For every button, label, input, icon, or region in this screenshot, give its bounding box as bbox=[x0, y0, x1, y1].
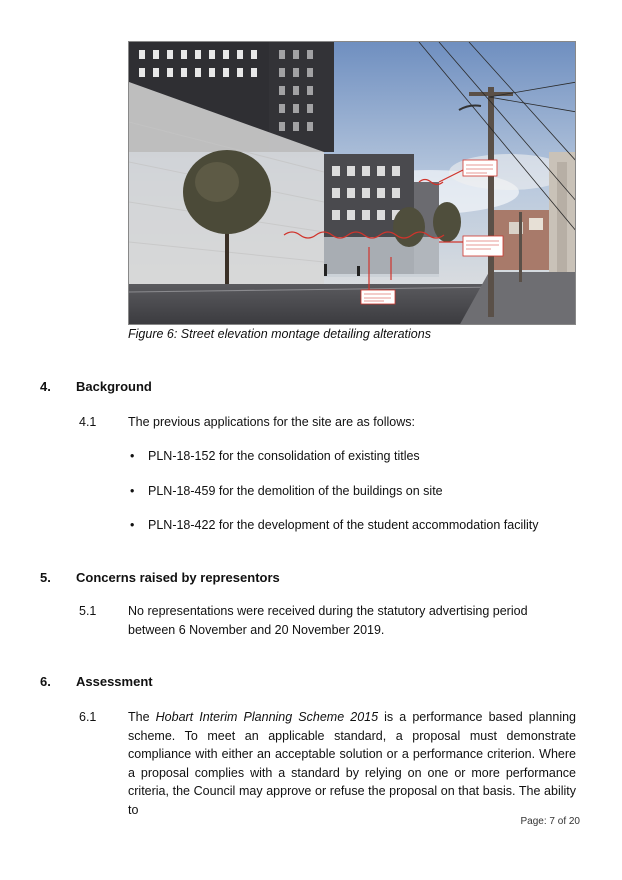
bullet-item bbox=[130, 484, 443, 498]
bullet-item bbox=[130, 449, 420, 463]
scheme-name: Hobart Interim Planning Scheme 2015 bbox=[155, 710, 379, 724]
bullet-text: PLN-18-422 for the development of the student accommodation facility bbox=[148, 518, 539, 532]
paragraph-text-end: is a performance based planning scheme. To meet an applicable standard, a proposal must demonstrate compliance with either an acceptable solution or a performance criterion. Where a proposal complies with a standard by relying on one or more performance criteria, the Council may approve or refuse the proposal on that basis. The ability to bbox=[128, 710, 577, 817]
section-title: Concerns raised by representors bbox=[76, 570, 280, 585]
paragraph-number: 6.1 bbox=[79, 710, 97, 724]
paragraph-text: No representations were received during the statutory advertising period between 6 November and 20 November 2019. bbox=[128, 604, 528, 637]
section-number: 4. bbox=[40, 379, 51, 394]
montage-illustration bbox=[129, 42, 576, 325]
bullet-text: PLN-18-459 for the demolition of the buildings on site bbox=[148, 484, 443, 498]
bullet-item bbox=[130, 518, 539, 532]
section-heading-concerns bbox=[40, 570, 280, 585]
bullet-icon: • bbox=[130, 449, 135, 463]
section-title: Assessment bbox=[76, 674, 153, 689]
page-number: Page: 7 of 20 bbox=[520, 816, 580, 827]
bullet-text: PLN-18-152 for the consolidation of existing titles bbox=[148, 449, 420, 463]
paragraph-number: 4.1 bbox=[79, 415, 97, 429]
section-number: 6. bbox=[40, 674, 51, 689]
section-heading-assessment bbox=[40, 674, 153, 689]
bullet-icon: • bbox=[130, 484, 135, 498]
street-elevation-montage-image bbox=[128, 41, 576, 325]
figure-caption: Figure 6: Street elevation montage detailing alterations bbox=[128, 327, 431, 341]
section-number: 5. bbox=[40, 570, 51, 585]
section-title: Background bbox=[76, 379, 152, 394]
paragraph-text bbox=[128, 708, 576, 819]
paragraph-number: 5.1 bbox=[79, 604, 97, 618]
section-heading-background bbox=[40, 379, 152, 394]
paragraph-text: The previous applications for the site are as follows: bbox=[128, 415, 415, 429]
bullet-icon: • bbox=[130, 518, 135, 532]
paragraph-text-start: The bbox=[128, 710, 156, 724]
